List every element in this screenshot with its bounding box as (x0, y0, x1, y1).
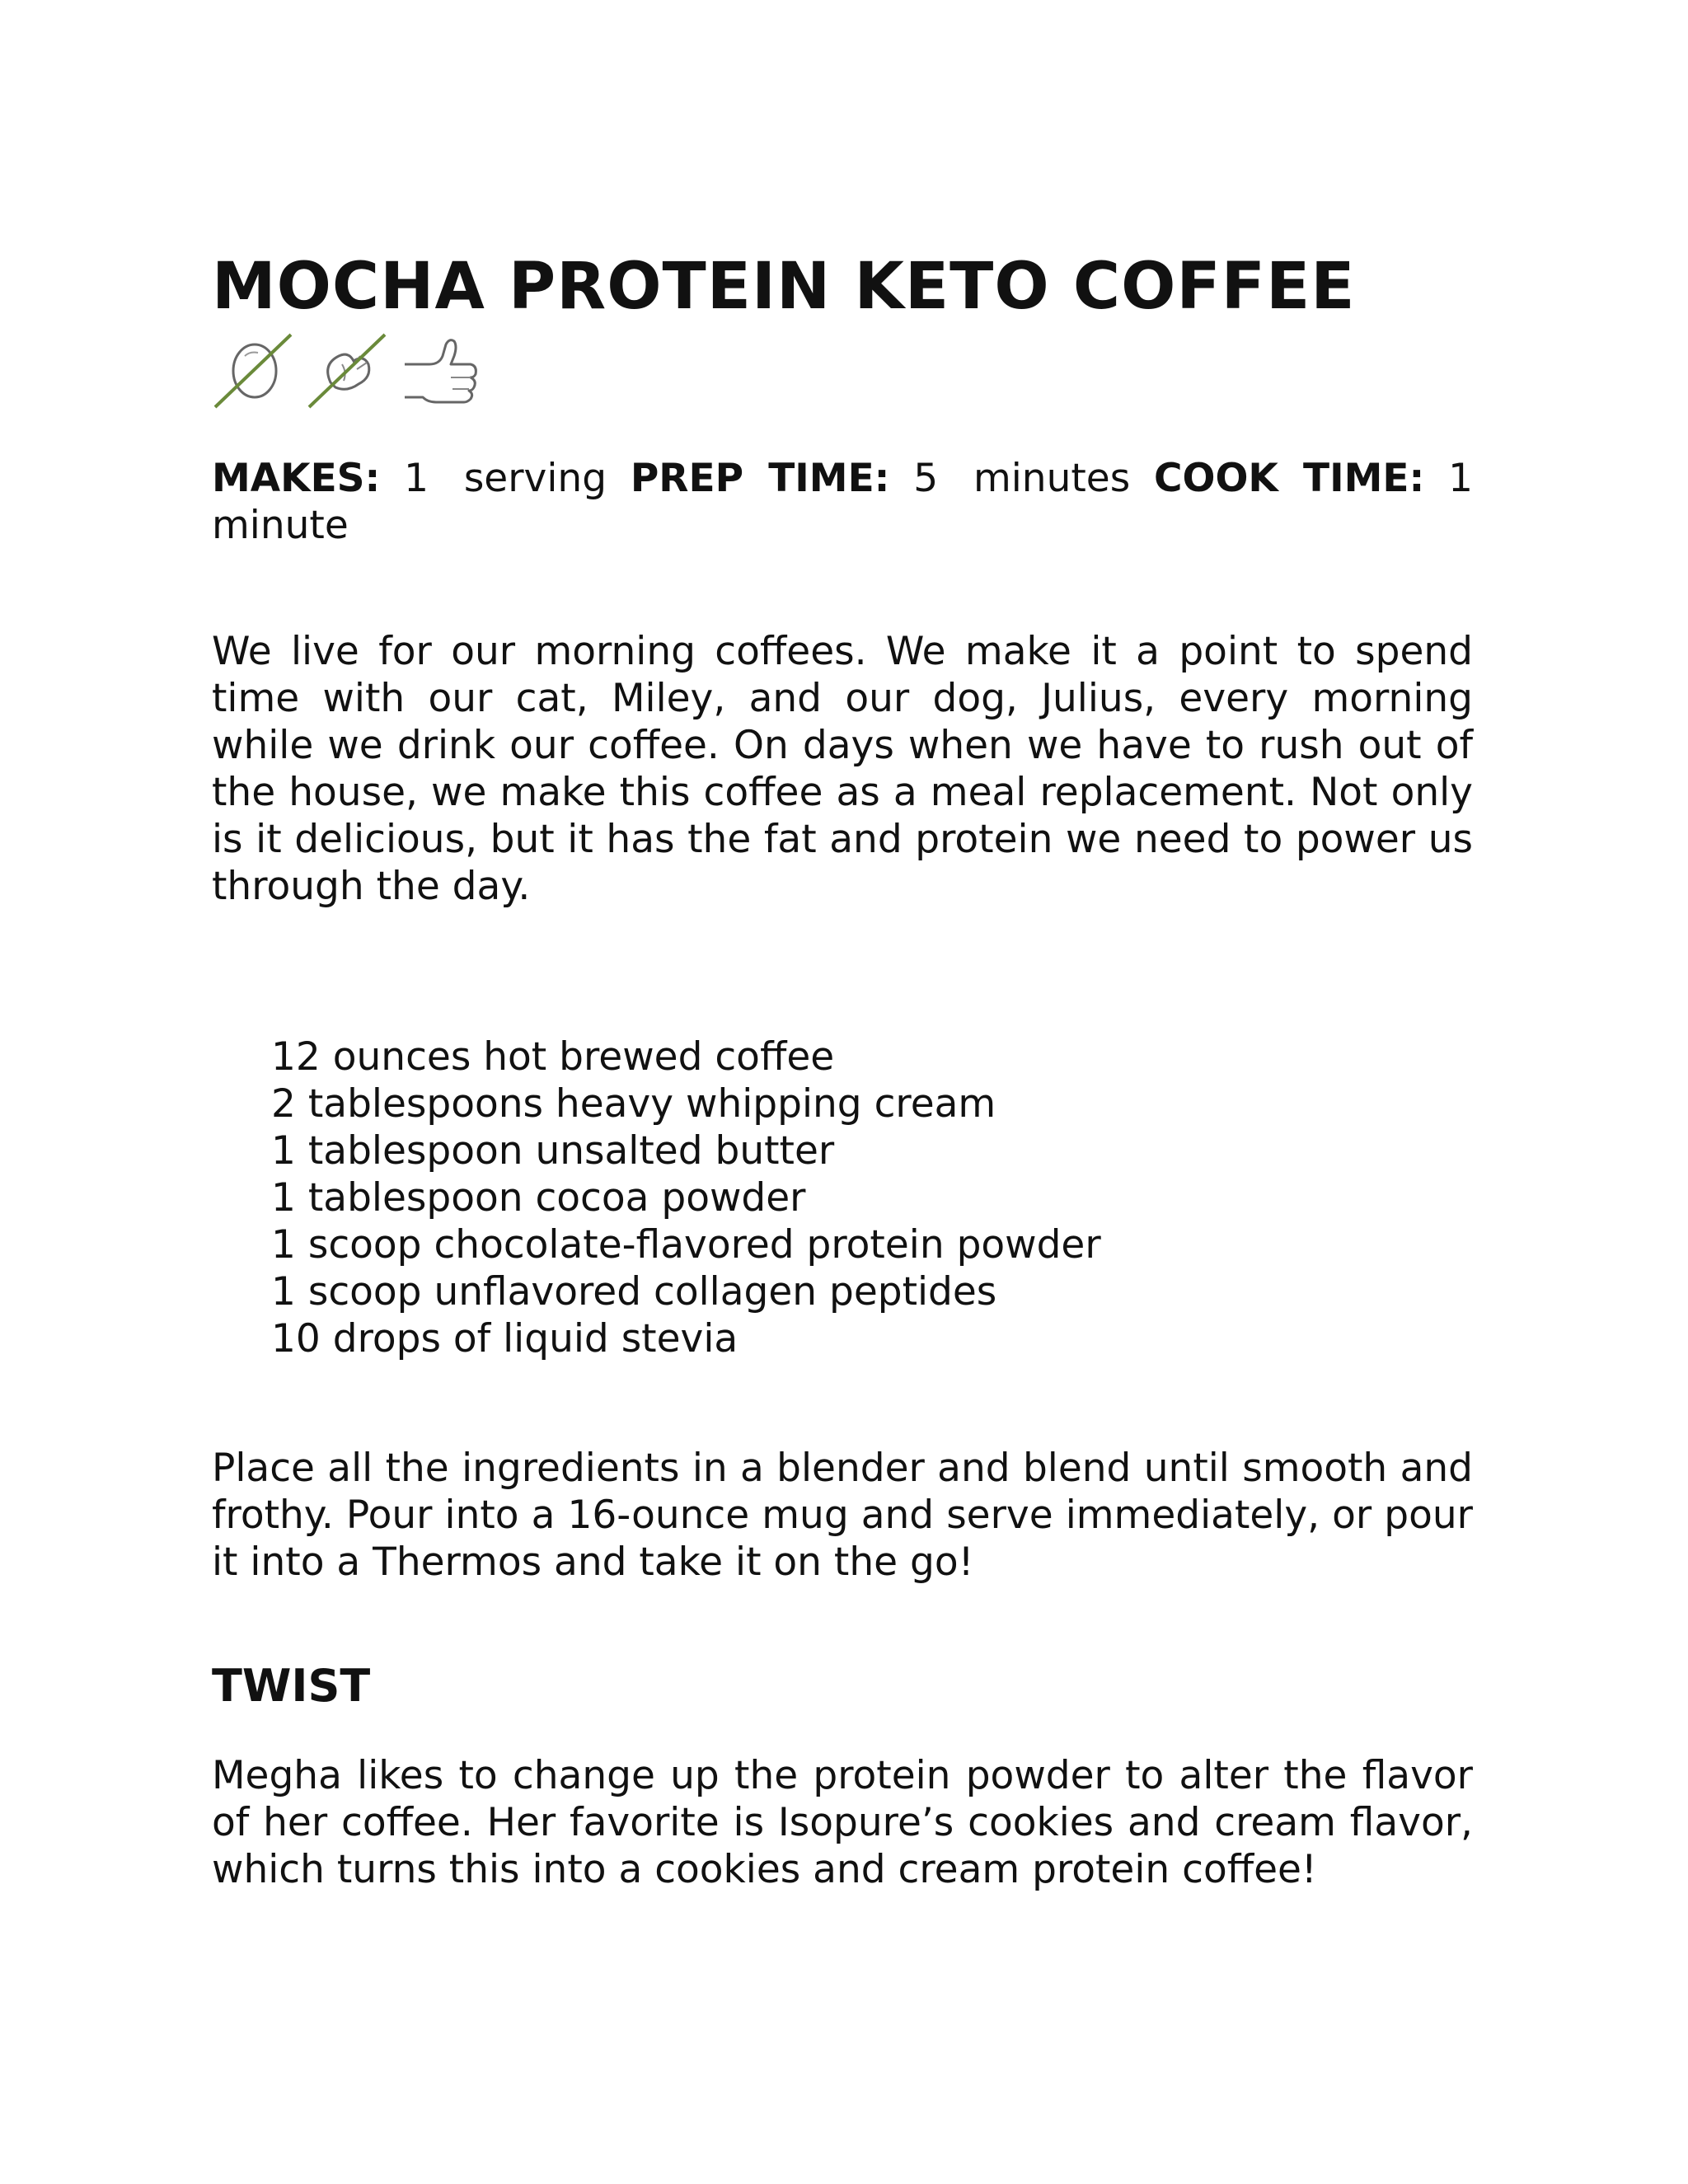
recipe-directions: Place all the ingredients in a blender and blend until smooth and frothy. Pour into a 16-ounce mug and serve immediately, or pour it into a Thermos and take it on the go! (212, 1446, 1473, 1585)
ingredient-item: 10 drops of liquid stevia (271, 1316, 738, 1361)
ingredient-item: 1 scoop chocolate-flavored protein powder (271, 1222, 1101, 1268)
prep-time-value: 5 minutes (913, 456, 1131, 501)
recipe-meta (212, 455, 1473, 549)
prep-time-label: PREP TIME: (630, 456, 890, 501)
cook-time-label: COOK TIME: (1154, 456, 1425, 501)
twist-heading: TWIST (212, 1660, 371, 1712)
cook-time-value: 1 minute (212, 456, 1473, 548)
ingredient-item: 1 tablespoon unsalted butter (271, 1128, 835, 1174)
recipe-icons (212, 330, 1473, 412)
recipe-intro: We live for our morning coffees. We make it a point to spend time with our cat, Miley, and our dog, Julius, every morning while we drink our coffee. On days when we have to rush out of the house, we make this coffee as a meal replacement. Not only is it delicious, but it has the fat and protein we need to power us through the day. (212, 629, 1473, 909)
makes-value: 1 serving (404, 456, 607, 501)
makes-label: MAKES: (212, 456, 381, 501)
thumbs-up-icon (400, 331, 482, 410)
no-nut-free-icon (306, 331, 388, 410)
twist-text: Megha likes to change up the protein powder to alter the flavor of her coffee. Her favorite is Isopure’s cookies and cream flavor, which turns this into a cookies and cream protein coffee! (212, 1753, 1473, 1892)
ingredient-item: 2 tablespoons heavy whipping cream (271, 1081, 996, 1127)
ingredient-list (212, 1033, 1473, 1362)
ingredient-item: 12 ounces hot brewed coffee (271, 1034, 835, 1080)
recipe-title: MOCHA PROTEIN KETO COFFEE (212, 250, 1356, 324)
recipe-page (212, 247, 1473, 1893)
ingredient-item: 1 tablespoon cocoa powder (271, 1175, 806, 1221)
no-dairy-free-icon (212, 331, 294, 410)
ingredient-item: 1 scoop unflavored collagen peptides (271, 1269, 997, 1315)
